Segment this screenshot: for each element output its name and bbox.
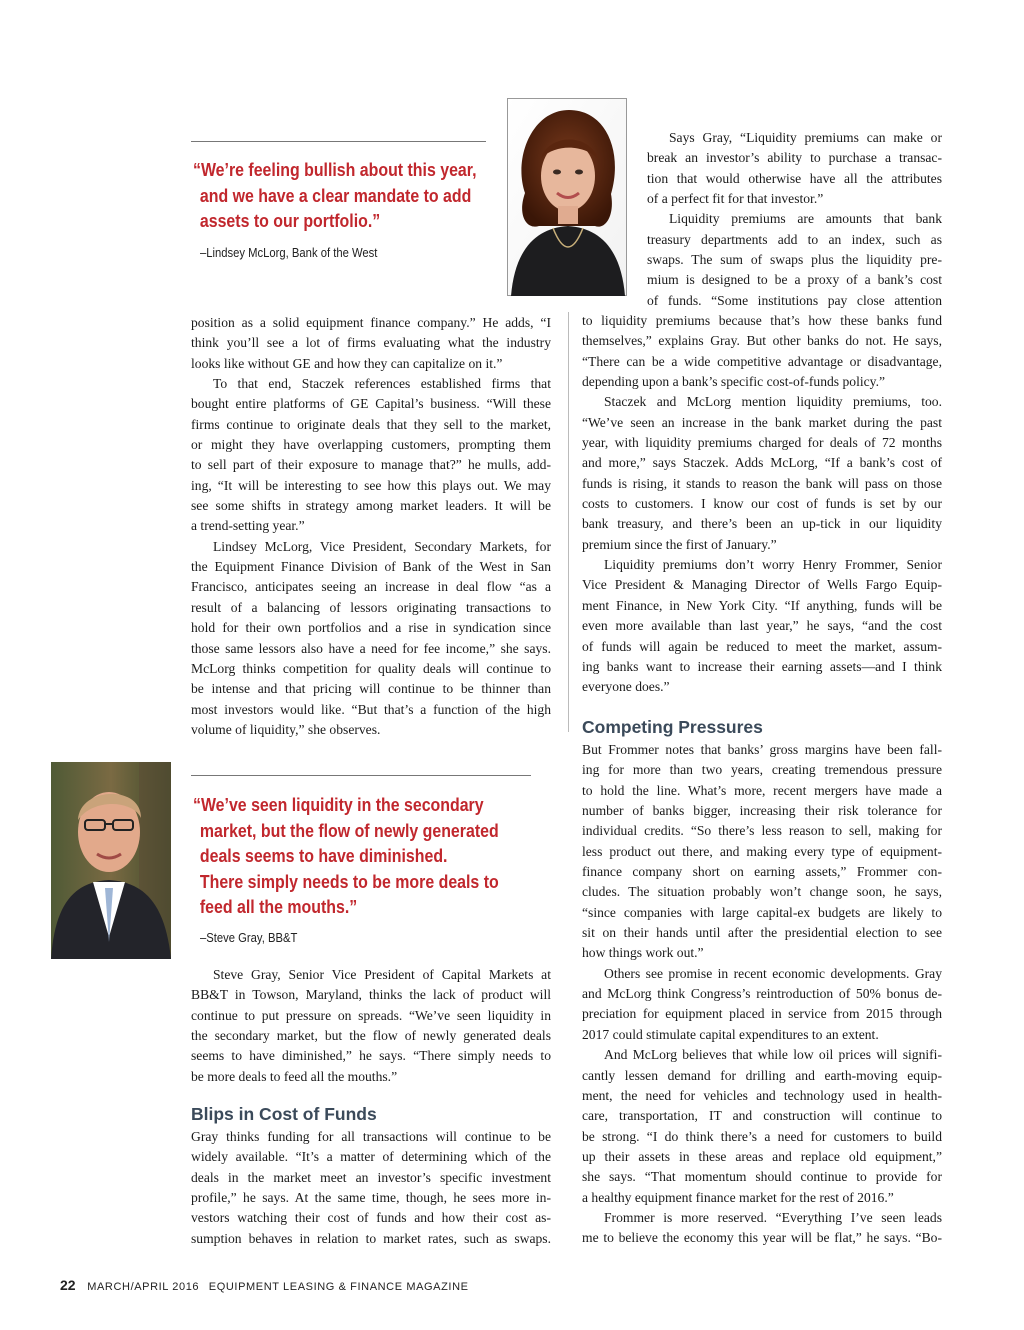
pull-quote-line: deals seems to have diminished. <box>199 845 448 866</box>
text-line: up their assets in these areas and replace old equipment,” <box>582 1148 942 1164</box>
text-line: firms continue to originate deals that they sell to the market, <box>191 416 551 432</box>
text-line: year, with liquidity premiums charged for deals of 72 months <box>582 435 942 451</box>
text-line: the Equipment Finance Division of Bank of the West in San <box>191 559 551 575</box>
pull-quote-line: “We’ve seen liquidity in the secondary <box>193 794 484 815</box>
text-line: of funds will again be reduced to meet the market, assum- <box>582 638 942 654</box>
text-line: preciation for equipment placed in service from 2015 through <box>582 1006 942 1022</box>
left-column-body-c <box>191 1127 551 1249</box>
text-line: less product out there, and making every type of equipment- <box>582 843 942 859</box>
text-line: and McLorg think Congress’s reintroduction of 50% bonus de- <box>582 986 942 1002</box>
pull-quote-attribution: –Lindsey McLorg, Bank of the West <box>200 246 378 260</box>
pull-quote-attribution: –Steve Gray, BB&T <box>200 931 298 945</box>
text-line: To that end, Staczek references established firms that <box>213 376 551 392</box>
text-line: how things work out.” <box>582 945 704 961</box>
right-column-body-b <box>582 740 942 1249</box>
text-line: “There can be a wide competitive advantage or disadvantage, <box>582 353 942 369</box>
pull-quote-line: assets to our portfolio.” <box>199 210 381 231</box>
portrait-woman-image <box>507 98 627 296</box>
text-line: Steve Gray, Senior Vice President of Capital Markets at <box>213 967 551 982</box>
text-line: Others see promise in recent economic developments. Gray <box>604 965 942 981</box>
text-line: volume of liquidity,” she observes. <box>191 721 381 737</box>
text-line: break an investor’s ability to purchase a transac- <box>647 150 942 166</box>
magazine-title: EQUIPMENT LEASING & FINANCE MAGAZINE <box>208 1281 469 1293</box>
text-line: cantly lessen demand for drilling and earth-moving equip- <box>582 1067 942 1083</box>
text-line: finance company short on earning assets,” Frommer con- <box>582 864 942 880</box>
text-line: BB&T in Towson, Maryland, thinks the lack of product will <box>191 987 551 1003</box>
text-line: ment Finance, in New York City. “If anything, funds will be <box>582 597 942 613</box>
text-line: or might they have overlapping customers, prompting them <box>191 437 551 453</box>
text-line: a trend-setting year.” <box>191 518 305 534</box>
text-line: 2017 could stimulate capital expenditures to an extent. <box>582 1026 879 1042</box>
left-column-body-b <box>191 965 551 1087</box>
pull-quote-line: “We’re feeling bullish about this year, <box>193 159 477 180</box>
section-heading-competing: Competing Pressures <box>582 717 763 737</box>
left-column-body-a <box>191 313 551 740</box>
text-line: vestors watching their cost of funds and how their cost as- <box>191 1210 551 1226</box>
text-line: looks like without GE and how they can capitalize on it.” <box>191 355 503 371</box>
text-line: “We’ve seen an increase in the bank market during the past <box>582 414 942 430</box>
text-line: be strong. “I do think there’s a need for customers to build <box>582 1128 942 1144</box>
text-line: think you’ll see a lot of firms evaluating what the industry <box>191 335 551 351</box>
pull-quote-line: and we have a clear mandate to add <box>199 184 472 206</box>
text-line: hold for their own portfolios and a rise in syndication since <box>191 620 551 636</box>
text-line: Lindsey McLorg, Vice President, Secondary Markets, for <box>213 538 551 554</box>
text-line: Liquidity premiums don’t worry Henry Frommer, Senior <box>604 557 942 573</box>
text-line: “since companies with large capital-ex budgets are likely to <box>582 904 942 920</box>
text-line: Francisco, anticipates seeing an increase in deal flow “as a <box>191 579 551 595</box>
page-number: 22 <box>60 1277 76 1293</box>
text-line: swaps. The sum of swaps plus the liquidity pre- <box>647 252 942 268</box>
text-line: of funds. “Some institutions pay close attention <box>647 292 942 308</box>
portrait-man-image <box>51 762 171 959</box>
text-line: most investors would like. “But that’s a function of the high <box>191 701 551 717</box>
pull-quote-gray <box>193 792 499 920</box>
pull-quote-line: There simply needs to be more deals to <box>199 870 499 892</box>
text-line: deals in the market meet an investor’s specific investment <box>191 1169 551 1185</box>
text-line: those same lessors also have a need for fee income,” she says. <box>191 640 551 656</box>
text-line: the secondary market, but the flow of newly generated deals <box>191 1028 551 1044</box>
right-column-body-a <box>582 311 942 698</box>
text-line: be more deals to feed all the mouths.” <box>191 1068 398 1084</box>
text-line: ing for more than two years, creating tremendous pressure <box>582 762 942 778</box>
column-divider-top <box>568 312 569 732</box>
text-line: she says. “That momentum should continue to provide for <box>582 1169 942 1185</box>
photo-steve-gray <box>51 762 171 959</box>
text-line: continue to put pressure on spreads. “We’ve seen liquidity in <box>191 1007 551 1023</box>
text-line: see some shifts in strategy among market leaders. It will be <box>191 498 551 514</box>
text-line: to sell part of their exposure to manage that?” he mulls, add- <box>191 457 551 473</box>
text-line: treasury departments add to an index, such as <box>647 231 942 247</box>
quote1-top-rule <box>191 141 486 142</box>
page-footer <box>60 1277 469 1293</box>
text-line: to hold the line. What’s more, recent mergers have made a <box>582 782 942 798</box>
text-line: depending upon a bank’s specific cost-of-funds policy.” <box>582 374 886 390</box>
text-line: of a perfect fit for that investor.” <box>647 191 824 207</box>
text-line: individual credits. “So there’s less reason to sell, making for <box>582 823 942 839</box>
text-line: McLorg thinks competition for quality deals will continue to <box>191 660 551 676</box>
text-line: ment, the need for vehicles and technology used in health- <box>582 1087 942 1103</box>
text-line: Liquidity premiums are amounts that bank <box>669 211 942 227</box>
text-line: even more available than last year,” he says, “and the cost <box>582 618 942 634</box>
text-line: everyone does.” <box>582 679 670 695</box>
section-heading-blips: Blips in Cost of Funds <box>191 1104 377 1124</box>
text-line: Says Gray, “Liquidity premiums can make or <box>669 130 942 145</box>
pull-quote-line: feed all the mouths.” <box>199 896 358 917</box>
text-line: tion that would otherwise have all the attributes <box>647 170 942 186</box>
text-line: bank treasury, and there’s been an up-tick in our liquidity <box>582 516 942 532</box>
text-line: ing, “It will be interesting to see how this plays out. We may <box>191 477 551 493</box>
text-line: seems to have diminished,” he says. “There simply needs to <box>191 1048 551 1064</box>
text-line: result of a balancing of lessors originating transactions to <box>191 599 551 615</box>
text-line: sumption behaves in relation to market rates, such as swaps. <box>191 1230 551 1246</box>
text-line: a healthy equipment finance market for the rest of 2016.” <box>582 1189 894 1205</box>
text-line: Staczek and McLorg mention liquidity premiums, too. <box>604 394 942 410</box>
text-line: bought entire platforms of GE Capital’s business. “Will these <box>191 396 551 412</box>
text-line: And McLorg believes that while low oil prices will signifi- <box>604 1047 942 1063</box>
text-line: themselves,” explains Gray. But other banks do not. He says, <box>582 333 942 349</box>
text-line: Frommer is more reserved. “Everything I’ve seen leads <box>604 1209 942 1225</box>
text-line: Gray thinks funding for all transactions will continue to be <box>191 1129 551 1144</box>
text-line: and more,” says Staczek. Adds McLorg, “If a bank’s cost of <box>582 455 942 471</box>
text-line: be intense and that pricing will continue to be thinner than <box>191 681 551 697</box>
text-line: mium is designed to be a proxy of a bank’s cost <box>647 272 942 288</box>
text-line: to liquidity premiums because that’s how these banks fund <box>582 313 942 328</box>
text-line: cludes. The situation probably won’t change soon, he says, <box>582 884 942 900</box>
pull-quote-mclorg <box>193 157 477 234</box>
text-line: position as a solid equipment finance company.” He adds, “I <box>191 315 551 330</box>
text-line: me to believe the economy this year will be flat,” he says. “Bo- <box>582 1230 942 1246</box>
pull-quote-line: market, but the flow of newly generated <box>199 819 499 841</box>
issue-date: MARCH/APRIL 2016 <box>87 1281 200 1293</box>
text-line: ing banks want to increase their earning assets—and I think <box>582 658 942 674</box>
text-line: care, transportation, IT and construction will continue to <box>582 1108 942 1124</box>
text-line: widely available. “It’s a matter of determining which of the <box>191 1149 551 1165</box>
text-line: number of banks bigger, increasing their risk tolerance for <box>582 803 942 819</box>
right-column-body-top <box>647 128 942 311</box>
text-line: But Frommer notes that banks’ gross margins have been fall- <box>582 742 942 757</box>
text-line: funds is rising, it stands to reason the bank will pass on those <box>582 475 942 491</box>
text-line: Vice President & Managing Director of Wells Fargo Equip- <box>582 577 942 593</box>
quote2-top-rule <box>191 775 531 776</box>
text-line: sit on their hands until after the presidential election to see <box>582 925 942 941</box>
text-line: premium since the first of January.” <box>582 536 777 552</box>
text-line: profile,” he says. At the same time, though, he sees more in- <box>191 1190 551 1206</box>
text-line: costs to customers. I know our cost of funds is set by our <box>582 496 942 512</box>
photo-lindsey-mclorg <box>507 98 627 296</box>
